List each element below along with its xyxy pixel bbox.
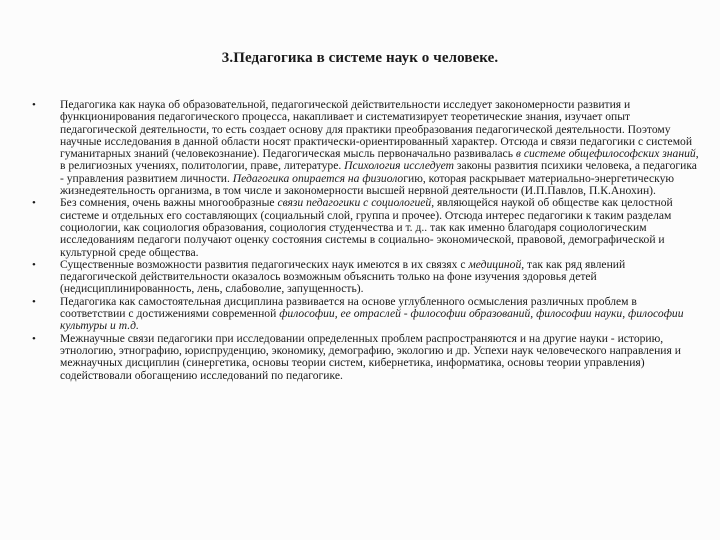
bullet-list [30,99,700,382]
list-item [30,296,700,333]
text-run: Существенные возможности развития педагогических наук имеются в их связях с [60,257,469,271]
text-run: законы развития психики человека, а педагогика - управления развитием личности. [60,159,697,185]
emphasis-text: медициной [468,257,522,271]
paragraph-text [60,258,625,296]
emphasis-text: Педагогика опирается на физиоло [232,171,404,185]
paragraph-text [60,295,684,333]
paragraph-text [60,98,699,197]
text-run: , в религиозных учениях, политологии, праве, литературе. [60,147,699,173]
text-run: гию, которая раскрывает материально-энергетическую жизнедеятельность организма, в том числе и закономерности высшей нервной деятельности (И.П.Павлов, П.К.Анохин). [60,171,675,198]
list-item [30,259,700,296]
text-run: Педагогика как самостоятельная дисциплина развивается на основе углубленного осмысления различных проблем в соответствии с достижениями современной [60,294,637,321]
list-item [30,333,700,382]
text-run: Педагогика как наука об образовательной, педагогической действительности исследует закономерности развития и функционирования педагогического процесса, накапливает и систематизирует теоретические знания, изучает опыт педагогической деятельности, то есть создает основу для практики преобразования педагогической деятельности. Поэтому научные исследования в данной области носят практически-ориентированный характер. Отсюда и связи педагогики с системой гуманитарных знаний (человекознание). Педагогическая мысль первоначально развивалась [60,98,693,161]
bullet-marker: • [32,99,36,111]
bullet-marker: • [32,295,36,308]
text-run: Без сомнения, очень важны многообразные [60,196,278,210]
emphasis-text: философии, ее отраслей - философии образований, философии науки, философии культуры и т.д. [60,307,684,333]
bullet-marker: • [32,197,36,210]
text-run: , являющейся наукой об обществе как целостной системе и отдельных его составляющих (социальный слой, группа и прочее). Отсюда интерес педагогики к таким разделам социологии, как социология образования, социология студенчества и т. д.. так как именно благодаря социологическим исследованиям педагоги получают оценку состояния системы в социально- экономической, правовой, демографической и культурной среде общества. [60,196,673,259]
emphasis-text: Психология исследует [344,159,454,173]
list-item [30,99,700,197]
list-item [30,197,700,258]
bullet-marker: • [32,332,36,345]
slide-title: 3.Педагогика в системе наук о человеке. [221,50,499,66]
emphasis-text: в системе общефилософских знаний [515,147,696,161]
text-run: Межнаучные связи педагогики при исследовании определенных проблем распространяются и на другие науки - историю, этнологию, этнографию, юриспруденцию, экономику, демографию, экологию и др. Успехи наук человеческого направления и межнаучных дисциплин (синергетика, основы теории систем, кибернетика, информатика, основы теории управления) содействовали обогащению исследований по педагогике. [60,331,681,382]
bullet-marker: • [32,258,36,271]
text-run: , так как ряд явлений педагогической действительности оказалось возможным объяснить только на фоне изучения здоровья детей (недисциплинированность, лень, слабоволие, запущенность). [60,257,626,296]
paragraph-text [60,196,673,258]
paragraph-text [60,332,681,382]
emphasis-text: связи педагогики с социологией [277,196,432,210]
